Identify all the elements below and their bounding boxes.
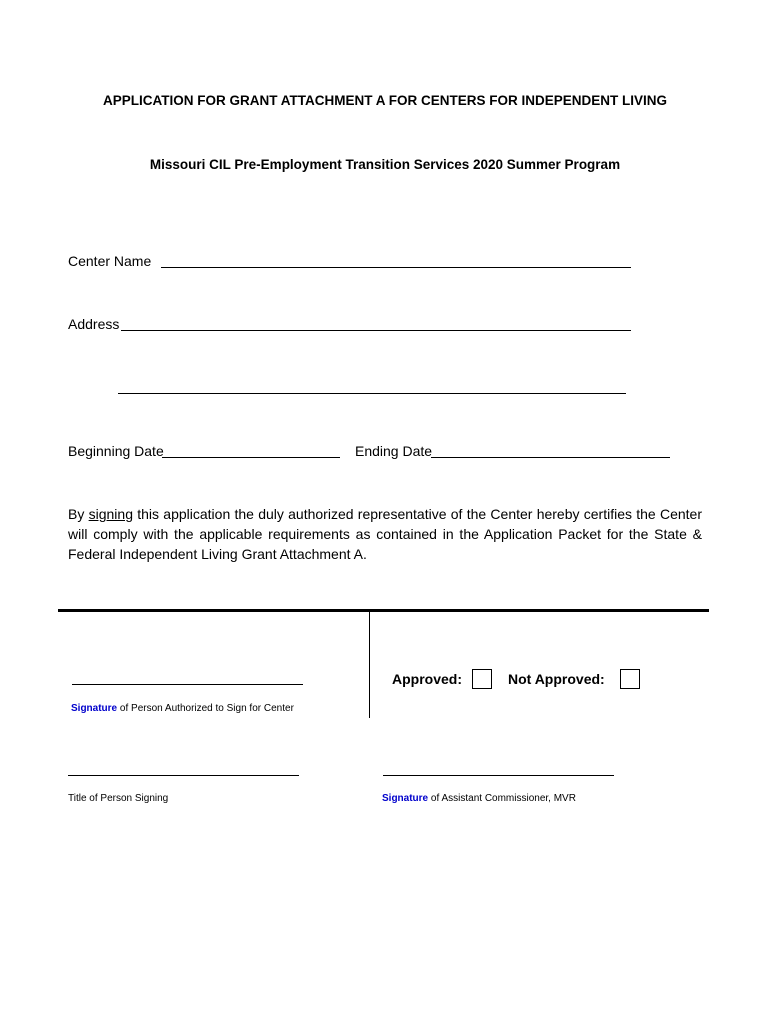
approved-checkbox[interactable] — [472, 669, 492, 689]
signing-word: signing — [88, 506, 133, 522]
not-approved-label: Not Approved: — [508, 671, 605, 687]
center-signature-field[interactable] — [72, 684, 303, 685]
beginning-date-field[interactable] — [162, 457, 340, 458]
commissioner-signature-caption: Signature of Assistant Commissioner, MVR — [382, 793, 576, 804]
section-divider — [58, 609, 709, 612]
center-name-label: Center Name — [68, 253, 152, 269]
center-name-field[interactable] — [161, 267, 631, 268]
not-approved-checkbox[interactable] — [620, 669, 640, 689]
document-subtitle: Missouri CIL Pre-Employment Transition Services 2020 Summer Program — [149, 157, 621, 172]
ending-date-field[interactable] — [431, 457, 670, 458]
certification-text: By signing this application the duly authorized representative of the Center hereby certifies the Center will comply with the applicable requirements as contained in the Application Packet for the State & Federal Independent Living Grant Attachment A. — [68, 506, 702, 562]
beginning-date-label: Beginning Date — [68, 443, 164, 459]
address-field-line-2[interactable] — [118, 393, 626, 394]
address-field-line-1[interactable] — [121, 330, 631, 331]
title-signing-field[interactable] — [68, 775, 299, 776]
commissioner-signature-field[interactable] — [383, 775, 614, 776]
approved-label: Approved: — [392, 671, 462, 687]
document-title: APPLICATION FOR GRANT ATTACHMENT A FOR CENTERS FOR INDEPENDENT LIVING — [103, 93, 667, 108]
ending-date-label: Ending Date — [355, 443, 433, 459]
title-signing-caption: Title of Person Signing — [68, 793, 169, 804]
vertical-divider — [369, 611, 370, 718]
center-signature-caption: Signature of Person Authorized to Sign for Center — [71, 703, 294, 714]
address-label: Address — [68, 316, 120, 332]
